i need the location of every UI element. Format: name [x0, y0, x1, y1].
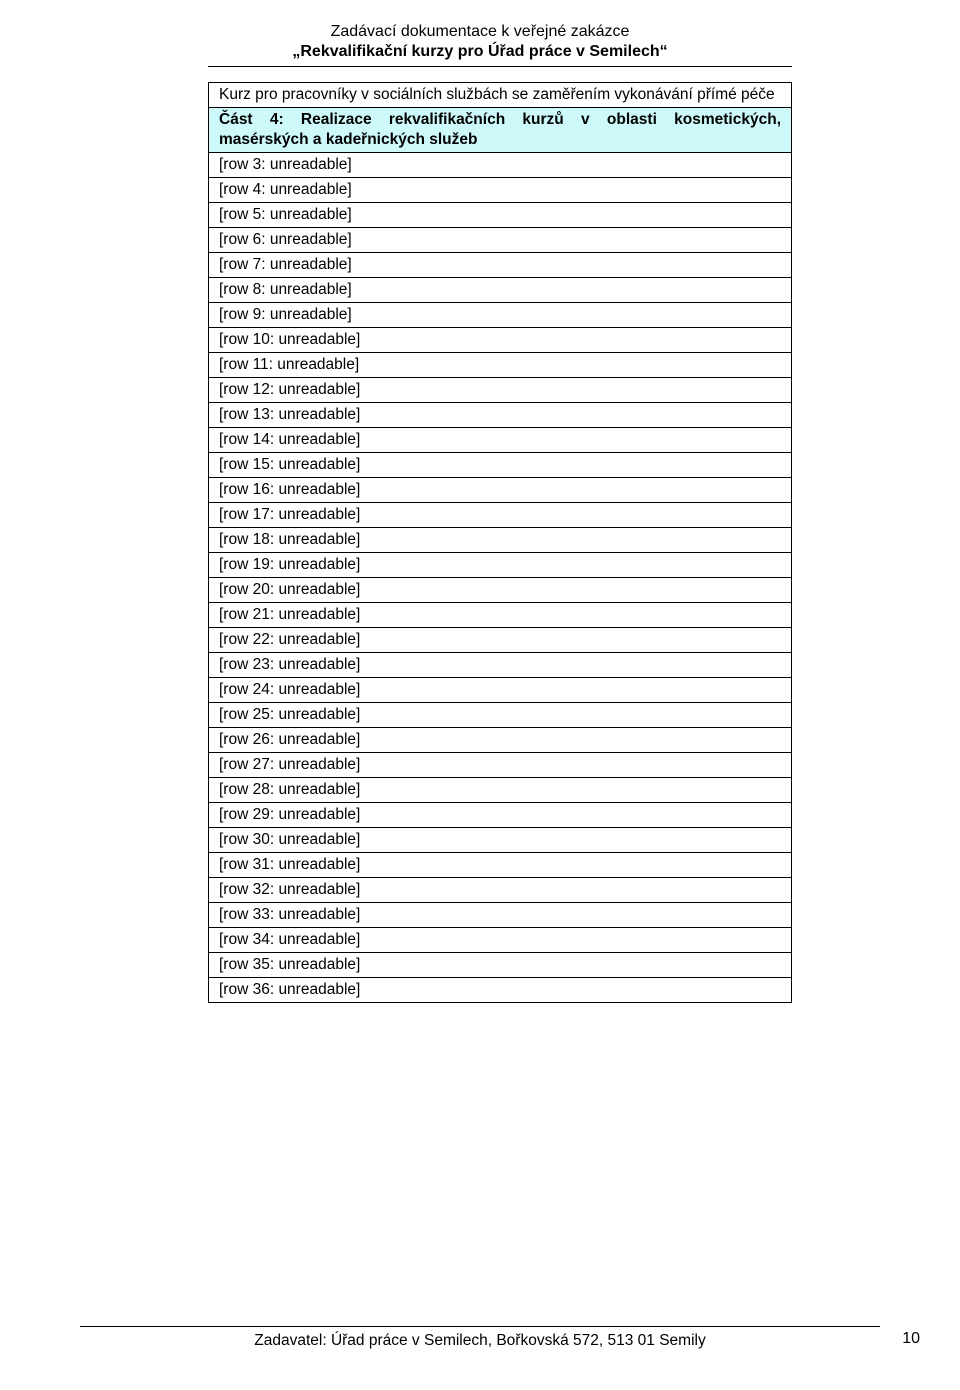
- course-name: [row 27: unreadable]: [209, 753, 792, 778]
- course-row: [209, 728, 792, 753]
- course-row: [209, 778, 792, 803]
- course-name: [row 34: unreadable]: [209, 928, 792, 953]
- course-name: [row 20: unreadable]: [209, 578, 792, 603]
- page-number: 10: [902, 1330, 920, 1347]
- course-name: [row 30: unreadable]: [209, 828, 792, 853]
- course-row: [209, 653, 792, 678]
- course-name: [row 36: unreadable]: [209, 978, 792, 1003]
- course-row: [209, 403, 792, 428]
- course-name: [row 16: unreadable]: [209, 478, 792, 503]
- course-row: [209, 478, 792, 503]
- course-name: [row 24: unreadable]: [209, 678, 792, 703]
- course-name: [row 9: unreadable]: [209, 303, 792, 328]
- course-row: [209, 203, 792, 228]
- course-name: [row 33: unreadable]: [209, 903, 792, 928]
- header-divider: [208, 66, 792, 67]
- course-row: [209, 678, 792, 703]
- course-name: [row 5: unreadable]: [209, 203, 792, 228]
- course-row: [209, 928, 792, 953]
- course-name: [row 25: unreadable]: [209, 703, 792, 728]
- part-heading: Část 4: Realizace rekvalifikačních kurzů v oblasti kosmetických, masérských a kadeřnických služeb: [209, 108, 792, 153]
- course-row: [209, 803, 792, 828]
- course-row: [209, 628, 792, 653]
- course-name: [row 11: unreadable]: [209, 353, 792, 378]
- course-name: [row 23: unreadable]: [209, 653, 792, 678]
- course-name: [row 35: unreadable]: [209, 953, 792, 978]
- course-name: [row 21: unreadable]: [209, 603, 792, 628]
- course-row: [209, 303, 792, 328]
- course-row: [209, 378, 792, 403]
- course-name: [row 6: unreadable]: [209, 228, 792, 253]
- course-row: [209, 83, 792, 108]
- course-row: [209, 978, 792, 1003]
- header-line-1: Zadávací dokumentace k veřejné zakázce: [330, 23, 630, 40]
- part-heading-row: [209, 108, 792, 153]
- course-name: [row 3: unreadable]: [209, 153, 792, 178]
- course-name: [row 22: unreadable]: [209, 628, 792, 653]
- course-name: [row 12: unreadable]: [209, 378, 792, 403]
- course-name: [row 29: unreadable]: [209, 803, 792, 828]
- course-row: [209, 903, 792, 928]
- course-row: [209, 828, 792, 853]
- course-name: [row 14: unreadable]: [209, 428, 792, 453]
- course-row: [209, 553, 792, 578]
- course-row: [209, 353, 792, 378]
- course-row: [209, 228, 792, 253]
- course-row: [209, 503, 792, 528]
- course-name: [row 13: unreadable]: [209, 403, 792, 428]
- course-row: [209, 753, 792, 778]
- course-name: [row 4: unreadable]: [209, 178, 792, 203]
- course-row: [209, 528, 792, 553]
- course-name: [row 7: unreadable]: [209, 253, 792, 278]
- footer-divider: [80, 1326, 880, 1327]
- course-row: [209, 853, 792, 878]
- course-row: [209, 878, 792, 903]
- course-name: [row 32: unreadable]: [209, 878, 792, 903]
- footer-text: Zadavatel: Úřad práce v Semilech, Bořkovská 572, 513 01 Semily: [254, 1332, 706, 1349]
- course-row: [209, 603, 792, 628]
- page-header: [0, 22, 960, 62]
- course-name: [row 19: unreadable]: [209, 553, 792, 578]
- course-row: [209, 428, 792, 453]
- course-row: [209, 703, 792, 728]
- course-name: [row 26: unreadable]: [209, 728, 792, 753]
- course-row: [209, 253, 792, 278]
- course-table: [208, 82, 792, 1003]
- course-name: [row 31: unreadable]: [209, 853, 792, 878]
- course-name: [row 17: unreadable]: [209, 503, 792, 528]
- course-row: [209, 953, 792, 978]
- course-name: [row 15: unreadable]: [209, 453, 792, 478]
- course-row: [209, 278, 792, 303]
- course-row: [209, 178, 792, 203]
- course-row: [209, 328, 792, 353]
- course-name: [row 10: unreadable]: [209, 328, 792, 353]
- course-name: [row 8: unreadable]: [209, 278, 792, 303]
- course-row: [209, 578, 792, 603]
- course-name: Kurz pro pracovníky v sociálních službách se zaměřením vykonávání přímé péče: [209, 83, 792, 108]
- header-line-2: „Rekvalifikační kurzy pro Úřad práce v Semilech“: [292, 43, 668, 60]
- course-name: [row 18: unreadable]: [209, 528, 792, 553]
- course-name: [row 28: unreadable]: [209, 778, 792, 803]
- course-row: [209, 453, 792, 478]
- course-row: [209, 153, 792, 178]
